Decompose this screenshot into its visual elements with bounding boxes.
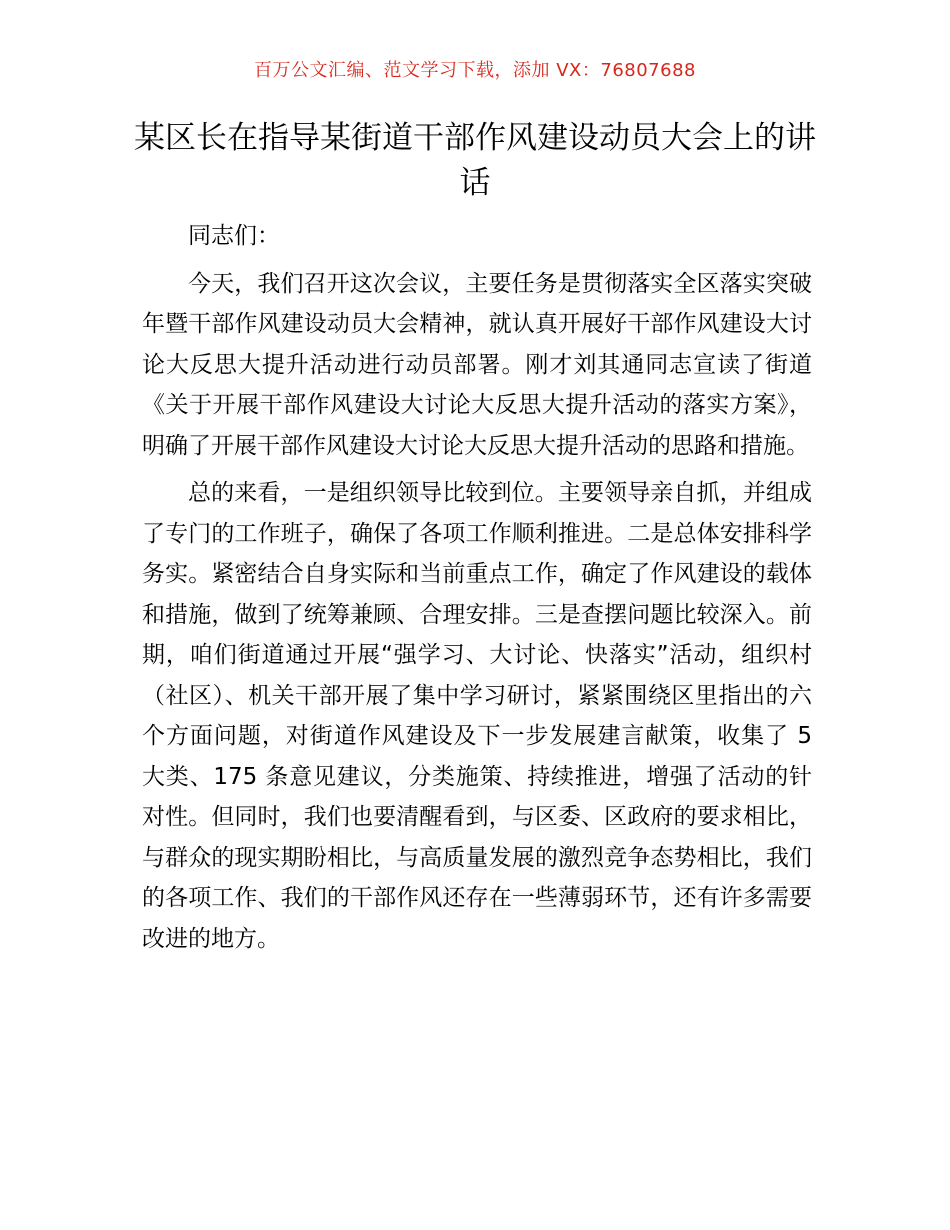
header-watermark-note: 百万公文汇编、范文学习下载，添加 VX：76807688 (254, 60, 696, 81)
paragraph-2: 总的来看，一是组织领导比较到位。主要领导亲自抓，并组成了专门的工作班子，确保了各项工作顺利推进。二是总体安排科学务实。紧密结合自身实际和当前重点工作，确定了作风建设的载体和措施，做到了统筹兼顾、合理安排。三是查摆问题比较深入。前期，咱们街道通过开展“强学习、大讨论、快落实”活动，组织村（社区）、机关干部开展了集中学习研讨，紧紧围绕区里指出的六个方面问题，对街道作风建设及下一步发展建言献策，收集了 5 大类、175 条意见建议，分类施策、持续推进，增强了活动的针对性。但同时，我们也要清醒看到，与区委、区政府的要求相比，与群众的现实期盼相比，与高质量发展的激烈竞争态势相比，我们的各项工作、我们的干部作风还存在一些薄弱环节，还有许多需要改进的地方。 (142, 480, 812, 952)
document-title: 某区长在指导某街道干部作风建设动员大会上的讲话 (134, 120, 816, 201)
greeting: 同志们： (188, 223, 280, 249)
paragraph-1: 今天，我们召开这次会议，主要任务是贯彻落实全区落实突破年暨干部作风建设动员大会精神，就认真开展好干部作风建设大讨论大反思大提升活动进行动员部署。刚才刘其通同志宣读了街道《关于开展干部作风建设大讨论大反思大提升活动的落实方案》，明确了开展干部作风建设大讨论大反思大提升活动的思路和措施。 (142, 270, 812, 459)
document-body (142, 216, 812, 966)
